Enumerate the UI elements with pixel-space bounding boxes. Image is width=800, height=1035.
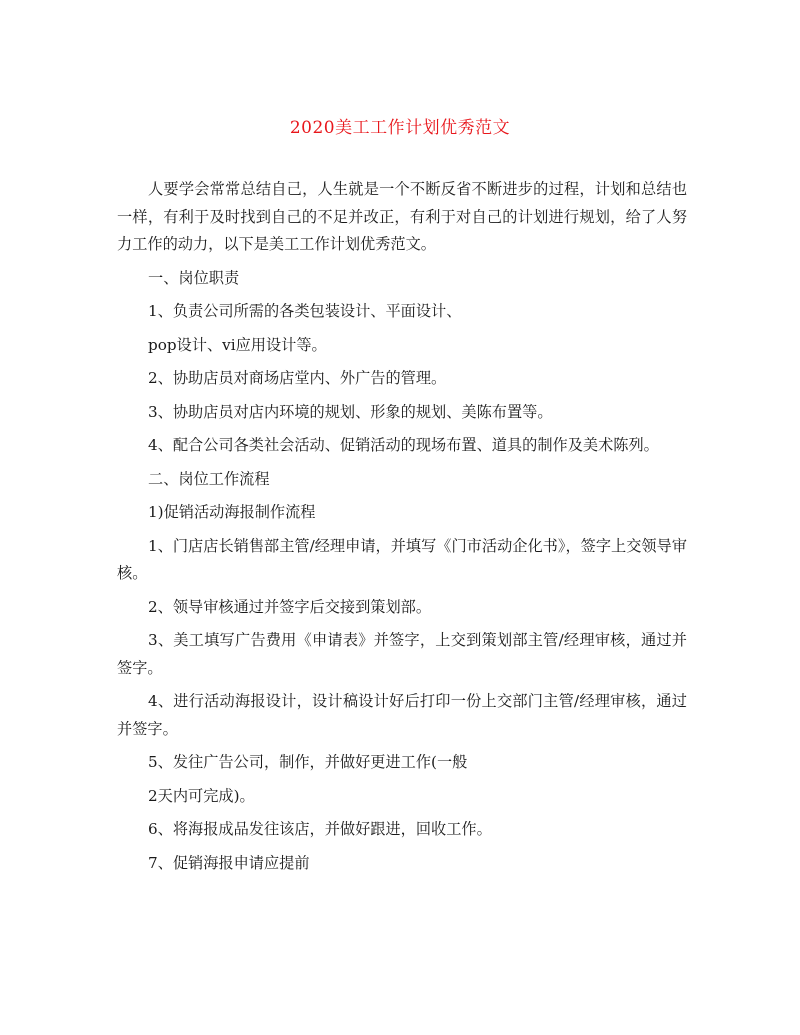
workflow-step-5-continued: 2天内可完成)。 <box>148 786 255 805</box>
workflow-step-7: 7、促销海报申请应提前 <box>148 853 310 872</box>
workflow-step-3: 3、美工填写广告费用《申请表》并签字，上交到策划部主管/经理审核，通过并签字。 <box>117 631 687 677</box>
workflow-step-6: 6、将海报成品发往该店，并做好跟进，回收工作。 <box>148 820 492 838</box>
workflow-step-5: 5、发往广告公司，制作，并做好更进工作(一般 <box>148 753 468 771</box>
section-heading-duties: 一、岗位职责 <box>148 268 240 287</box>
document-body <box>117 176 687 877</box>
duty-item-1-continued: pop设计、vi应用设计等。 <box>148 335 327 354</box>
duty-item-2: 2、协助店员对商场店堂内、外广告的管理。 <box>148 369 447 387</box>
document-title: 2020美工工作计划优秀范文 <box>289 118 511 138</box>
duty-item-1: 1、负责公司所需的各类包装设计、平面设计、 <box>148 302 462 320</box>
duty-item-4: 4、配合公司各类社会活动、促销活动的现场布置、道具的制作及美术陈列。 <box>148 436 659 454</box>
workflow-step-1: 1、门店店长销售部主管/经理申请，并填写《门市活动企化书》，签字上交领导审核。 <box>117 536 687 582</box>
section-heading-workflow: 二、岗位工作流程 <box>148 469 270 488</box>
workflow-subheading-poster: 1)促销活动海报制作流程 <box>148 503 316 521</box>
workflow-step-4: 4、进行活动海报设计，设计稿设计好后打印一份上交部门主管/经理审核，通过并签字。 <box>117 692 687 738</box>
intro-paragraph: 人要学会常常总结自己，人生就是一个不断反省不断进步的过程，计划和总结也一样，有利于及时找到自己的不足并改正，有利于对自己的计划进行规划，给了人努力工作的动力，以下是美工工作计划优秀范文。 <box>117 180 687 253</box>
workflow-step-2: 2、领导审核通过并签字后交接到策划部。 <box>148 597 432 616</box>
duty-item-3: 3、协助店员对店内环境的规划、形象的规划、美陈布置等。 <box>148 402 553 421</box>
